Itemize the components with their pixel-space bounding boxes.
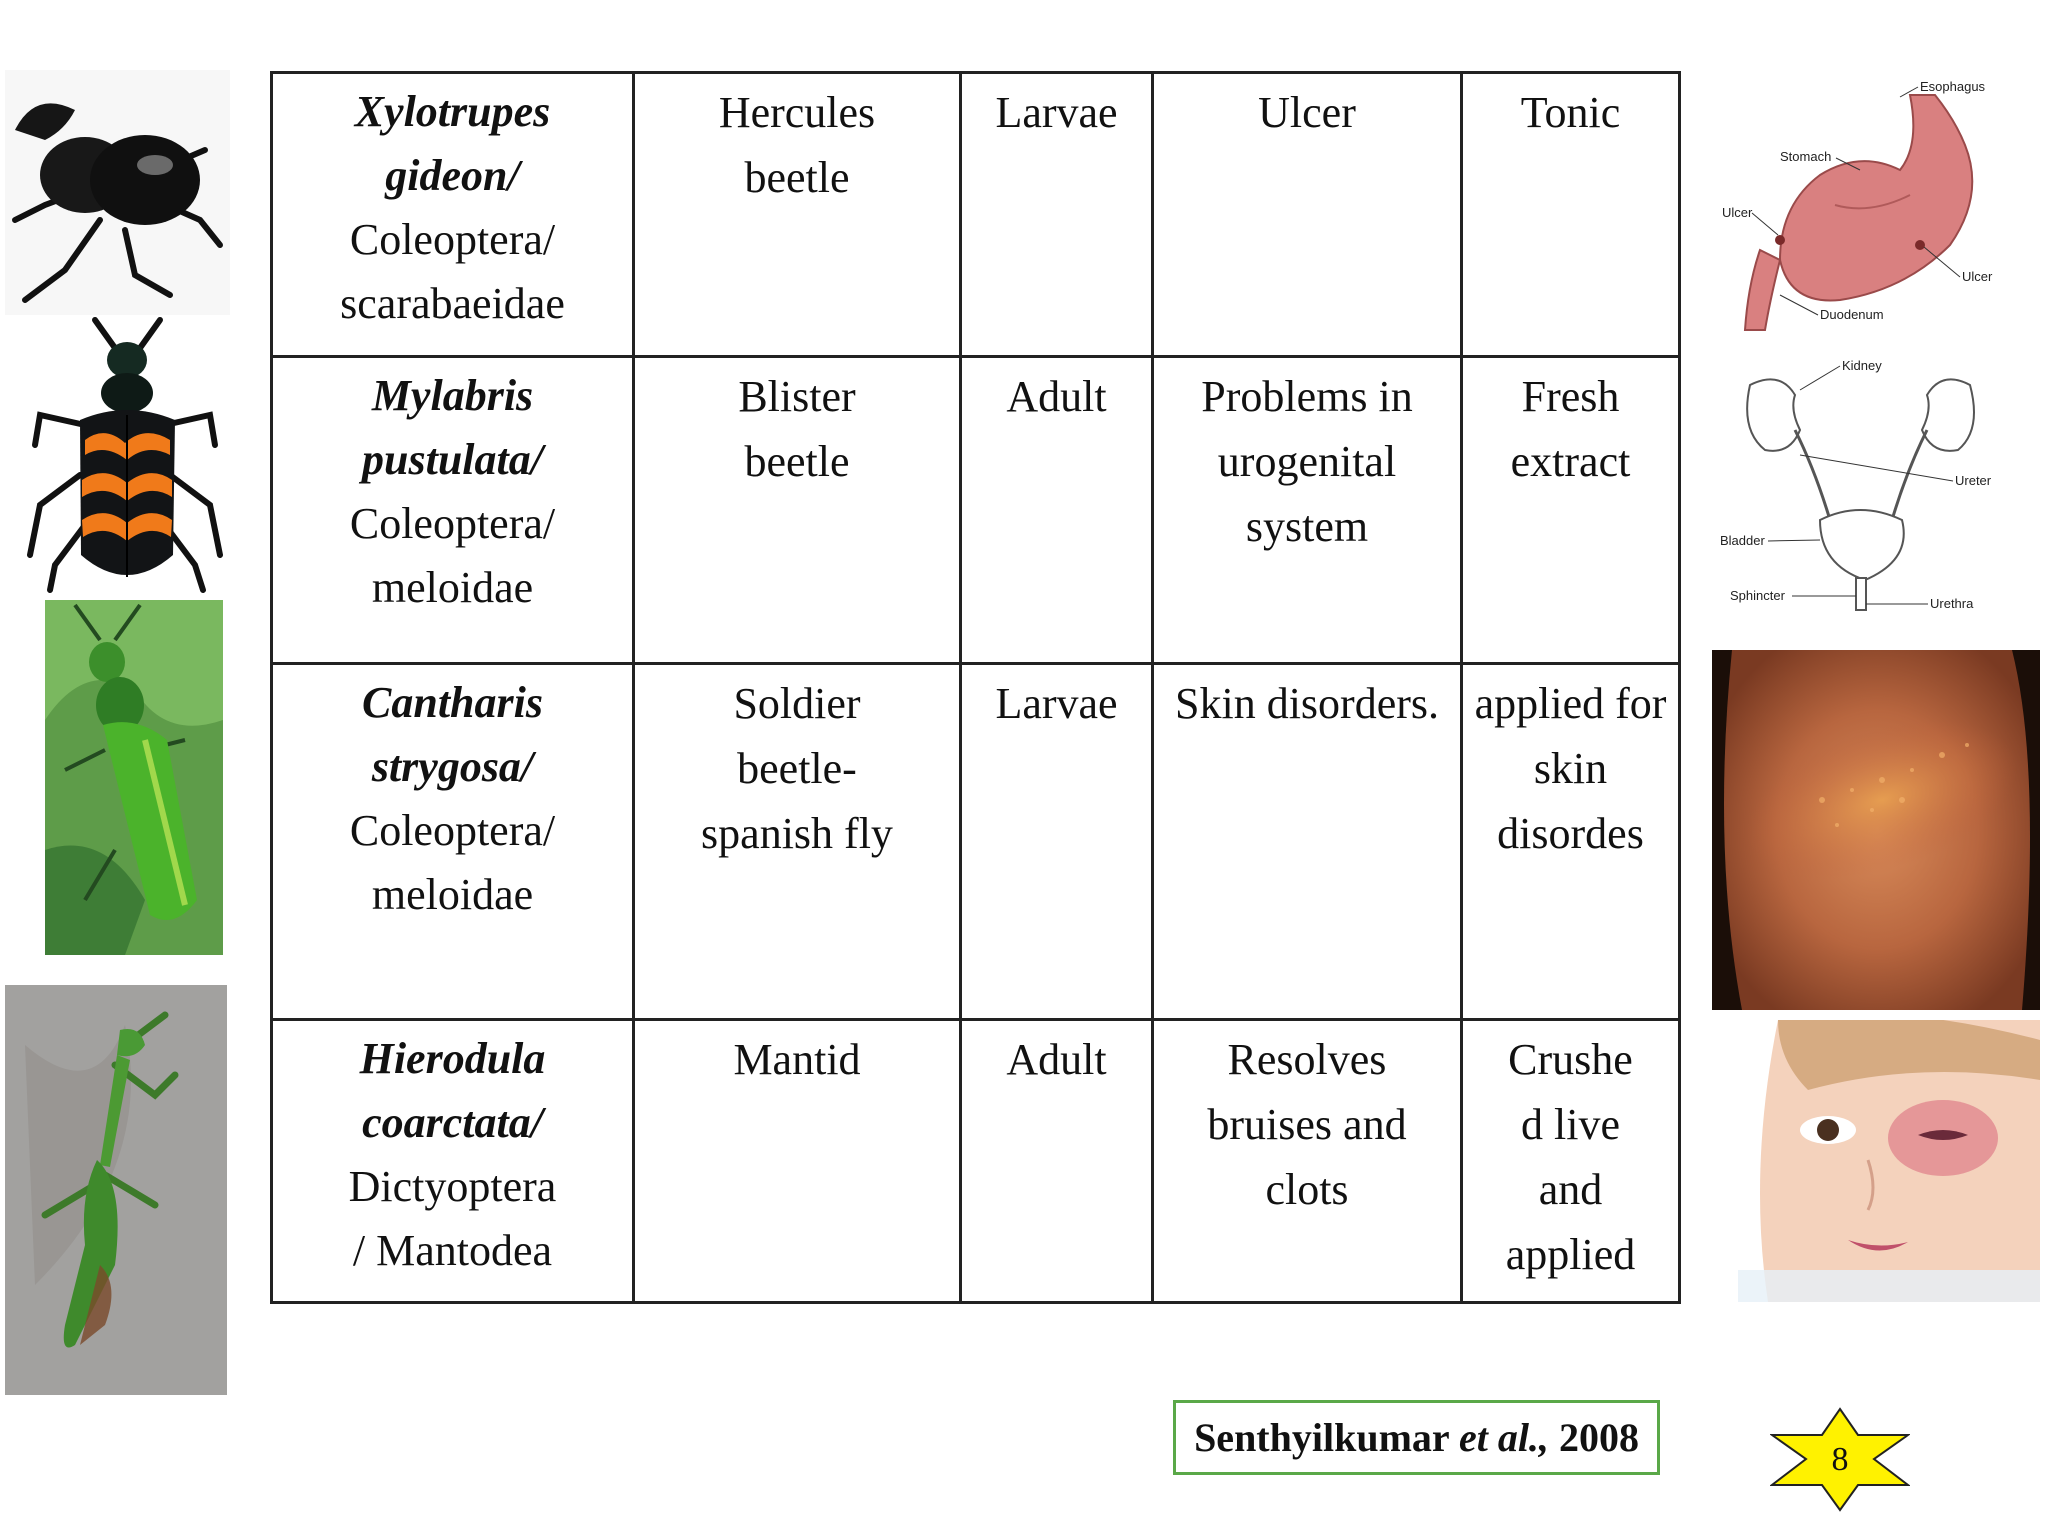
species-cell: [272, 73, 634, 357]
table-row: [272, 73, 1680, 357]
stage-text: Adult: [1006, 1035, 1107, 1084]
common-name-line: Soldier: [733, 679, 861, 728]
common-name-line: Blister: [738, 372, 856, 421]
disease-cell: [1153, 1020, 1462, 1303]
taxonomy-line: Dictyoptera: [348, 1162, 557, 1211]
species-name-line: strygosa/: [371, 742, 534, 791]
disease-line: bruises and: [1207, 1100, 1407, 1149]
use-cell: [1462, 664, 1680, 1020]
taxonomy-line: Coleoptera/: [349, 806, 556, 855]
species-name-line: gideon/: [385, 151, 520, 200]
common-name-cell: [634, 1020, 961, 1303]
table-row: [272, 357, 1680, 664]
stage-text: Adult: [1006, 372, 1107, 421]
common-name-line: Hercules: [718, 88, 876, 137]
table-row: [272, 664, 1680, 1020]
taxonomy-line: / Mantodea: [352, 1226, 553, 1275]
disease-line: system: [1245, 502, 1369, 551]
skin-rash-photo: [1712, 650, 2040, 1010]
bruised-child-photo: [1738, 1020, 2040, 1302]
diagram-label: Duodenum: [1820, 307, 1884, 322]
use-line: Crushe: [1508, 1035, 1633, 1084]
species-cell: [272, 1020, 634, 1303]
use-cell: [1462, 73, 1680, 357]
insect-therapy-table: [270, 71, 1681, 1304]
use-line: Tonic: [1520, 88, 1621, 137]
use-line: d live: [1521, 1100, 1620, 1149]
stage-cell: [961, 664, 1153, 1020]
common-name-cell: [634, 357, 961, 664]
use-line: extract: [1510, 437, 1631, 486]
species-cell: [272, 357, 634, 664]
species-cell: [272, 664, 634, 1020]
species-name-line: Hierodula: [359, 1034, 546, 1083]
use-line: applied for: [1474, 679, 1667, 728]
citation-author: Senthyilkumar: [1194, 1415, 1449, 1460]
citation-year: 2008: [1558, 1415, 1639, 1460]
common-name-line: spanish fly: [701, 809, 893, 858]
diagram-label: Sphincter: [1730, 588, 1785, 603]
disease-cell: [1153, 357, 1462, 664]
common-name-line: beetle-: [737, 744, 857, 793]
disease-line: clots: [1265, 1165, 1349, 1214]
species-name-line: coarctata/: [362, 1098, 543, 1147]
diagram-label: Ulcer: [1722, 205, 1753, 220]
use-line: Fresh: [1521, 372, 1620, 421]
diagram-label: Ulcer: [1962, 269, 1993, 284]
stage-text: Larvae: [995, 679, 1118, 728]
common-name-line: beetle: [744, 153, 850, 202]
diagram-label: Ureter: [1955, 473, 1992, 488]
diagram-label: Stomach: [1780, 149, 1832, 164]
table-row: [272, 1020, 1680, 1303]
diagram-label: Kidney: [1842, 358, 1882, 373]
common-name-line: beetle: [744, 437, 850, 486]
diagram-label: Urethra: [1930, 596, 1974, 611]
citation-etal: et al.,: [1458, 1415, 1549, 1460]
soldier-beetle-photo: [45, 600, 223, 955]
species-name-line: Xylotrupes: [354, 87, 551, 136]
blister-beetle-photo: [25, 315, 225, 595]
urinary-system-diagram: [1720, 350, 2010, 620]
use-line: and: [1538, 1165, 1603, 1214]
disease-line: Ulcer: [1258, 88, 1356, 137]
citation-box: [1173, 1400, 1660, 1475]
disease-line: urogenital: [1217, 437, 1397, 486]
disease-cell: [1153, 664, 1462, 1020]
stage-cell: [961, 73, 1153, 357]
stage-cell: [961, 357, 1153, 664]
disease-line: Resolves: [1227, 1035, 1387, 1084]
diagram-label: Bladder: [1720, 533, 1765, 548]
taxonomy-line: meloidae: [371, 870, 534, 919]
use-line: applied: [1505, 1230, 1636, 1279]
taxonomy-line: scarabaeidae: [340, 279, 565, 328]
stomach-diagram: [1720, 75, 2010, 335]
page-number: 8: [1831, 1441, 1849, 1478]
use-cell: [1462, 357, 1680, 664]
species-name-line: Mylabris: [371, 371, 534, 420]
species-name-line: Cantharis: [362, 678, 543, 727]
disease-line: Skin disorders.: [1175, 679, 1439, 728]
taxonomy-line: Coleoptera/: [349, 499, 556, 548]
hercules-beetle-photo: [5, 70, 230, 315]
use-line: skin: [1533, 744, 1608, 793]
use-line: disordes: [1497, 809, 1644, 858]
taxonomy-line: meloidae: [371, 563, 534, 612]
use-cell: [1462, 1020, 1680, 1303]
diagram-label: Esophagus: [1920, 79, 1986, 94]
stage-cell: [961, 1020, 1153, 1303]
stage-text: Larvae: [995, 88, 1118, 137]
species-name-line: pustulata/: [362, 435, 543, 484]
mantis-photo: [5, 985, 227, 1395]
common-name-line: Mantid: [733, 1035, 861, 1084]
common-name-cell: [634, 664, 961, 1020]
disease-line: Problems in: [1201, 372, 1413, 421]
common-name-cell: [634, 73, 961, 357]
taxonomy-line: Coleoptera/: [349, 215, 556, 264]
disease-cell: [1153, 73, 1462, 357]
